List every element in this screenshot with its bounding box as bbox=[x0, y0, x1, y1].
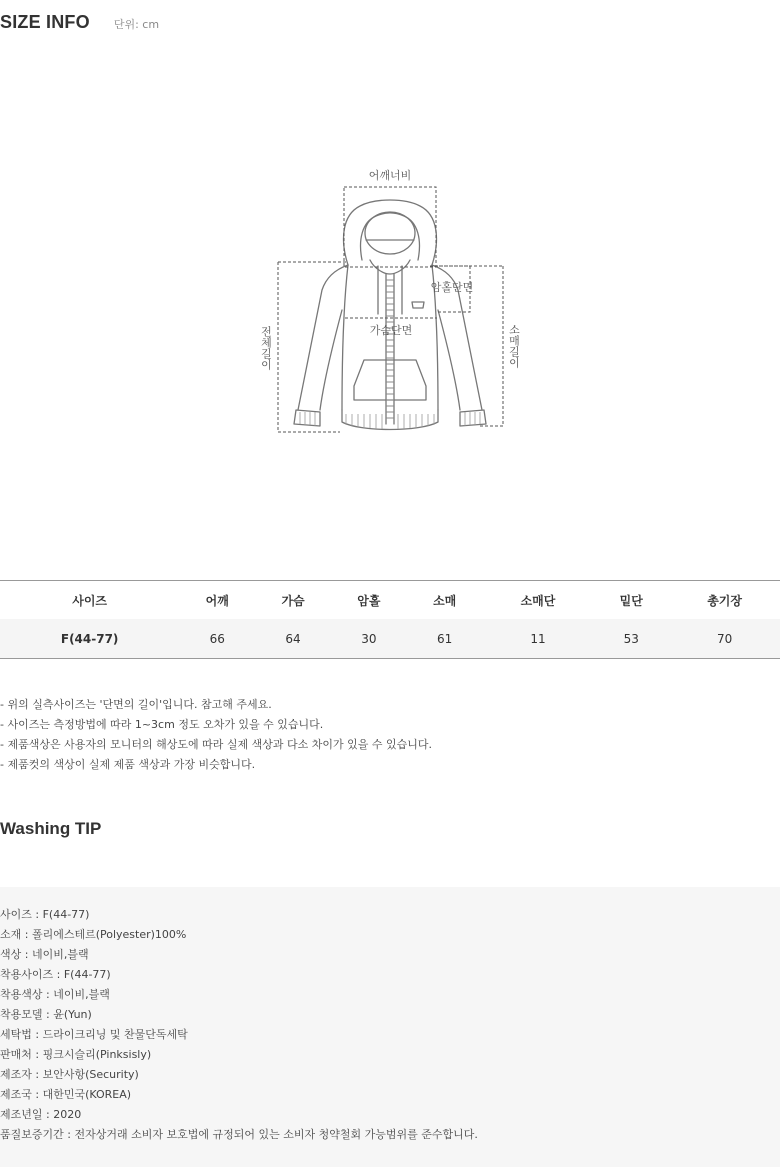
cell-armhole: 30 bbox=[331, 619, 407, 659]
col-header-cuff: 소매단 bbox=[483, 581, 594, 620]
cell-hem: 53 bbox=[593, 619, 669, 659]
cell-total-length: 70 bbox=[669, 619, 780, 659]
info-washing: 세탁법 : 드라이크리닝 및 찬물단독세탁 bbox=[0, 1028, 188, 1041]
cell-size: F(44-77) bbox=[0, 619, 179, 659]
unit-label: 단위: cm bbox=[113, 18, 160, 31]
sleeve-length-label: 소매길이 bbox=[507, 324, 521, 368]
col-header-sleeve: 소매 bbox=[407, 581, 483, 620]
size-info-header bbox=[0, 12, 159, 33]
info-country: 제조국 : 대한민국(KOREA) bbox=[0, 1088, 132, 1101]
size-table-header-row bbox=[0, 581, 780, 620]
note-line: - 사이즈는 측정방법에 따라 1~3cm 정도 오차가 있을 수 있습니다. bbox=[0, 718, 324, 731]
col-header-total-length: 총기장 bbox=[669, 581, 780, 620]
col-header-size: 사이즈 bbox=[0, 581, 179, 620]
hoodie-illustration bbox=[250, 160, 530, 450]
note-line: - 제품컷의 색상이 실제 제품 색상과 가장 비슷합니다. bbox=[0, 758, 256, 771]
washing-tip-title: Washing TIP bbox=[0, 819, 102, 838]
info-worn-size: 착용사이즈 : F(44-77) bbox=[0, 968, 111, 981]
product-info-list bbox=[0, 905, 478, 1145]
info-model: 착용모델 : 윤(Yun) bbox=[0, 1008, 92, 1021]
col-header-chest: 가슴 bbox=[255, 581, 331, 620]
size-info-title: SIZE INFO bbox=[0, 12, 90, 32]
table-row bbox=[0, 619, 780, 659]
cell-chest: 64 bbox=[255, 619, 331, 659]
hoodie-size-diagram bbox=[250, 160, 530, 450]
info-material: 소재 : 폴리에스테르(Polyester)100% bbox=[0, 928, 187, 941]
cell-sleeve: 61 bbox=[407, 619, 483, 659]
info-manufacturer: 제조자 : 보안사항(Security) bbox=[0, 1068, 139, 1081]
note-line: - 제품색상은 사용자의 모니터의 해상도에 따라 실제 색상과 다소 차이가 있을 수 있습니다. bbox=[0, 738, 432, 751]
col-header-shoulder: 어깨 bbox=[179, 581, 255, 620]
info-size: 사이즈 : F(44-77) bbox=[0, 908, 90, 921]
armhole-label: 암홀단면 bbox=[430, 281, 474, 294]
col-header-hem: 밑단 bbox=[593, 581, 669, 620]
size-table bbox=[0, 580, 780, 659]
cell-cuff: 11 bbox=[483, 619, 594, 659]
size-notes bbox=[0, 695, 432, 775]
shoulder-width-label: 어깨너비 bbox=[368, 169, 412, 182]
info-color: 색상 : 네이비,블랙 bbox=[0, 948, 89, 961]
col-header-armhole: 암홀 bbox=[331, 581, 407, 620]
info-year: 제조년일 : 2020 bbox=[0, 1108, 82, 1121]
cell-shoulder: 66 bbox=[179, 619, 255, 659]
total-length-label: 전체길이 bbox=[259, 326, 273, 370]
info-seller: 판매처 : 핑크시슬리(Pinksisly) bbox=[0, 1048, 152, 1061]
chest-label: 가슴단면 bbox=[369, 324, 413, 337]
product-info-box bbox=[0, 887, 780, 1167]
note-line: - 위의 실측사이즈는 '단면의 길이'입니다. 참고해 주세요. bbox=[0, 698, 272, 711]
info-worn-color: 착용색상 : 네이비,블랙 bbox=[0, 988, 110, 1001]
info-warranty: 품질보증기간 : 전자상거래 소비자 보호법에 규정되어 있는 소비자 청약철회 가능범위를 준수합니다. bbox=[0, 1128, 478, 1141]
